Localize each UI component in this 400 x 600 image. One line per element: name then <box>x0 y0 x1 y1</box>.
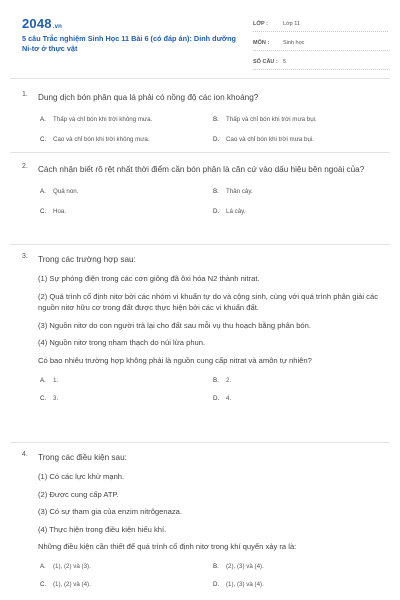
meta-value: Lớp 11 <box>283 20 300 27</box>
question-number: 4. <box>22 451 28 458</box>
option-letter: D. <box>213 581 220 588</box>
option-letter: D. <box>213 207 220 215</box>
option-letter: A. <box>40 563 46 570</box>
option-b[interactable] <box>213 183 386 199</box>
option-text: (2), (3) và (4). <box>226 563 264 570</box>
question-prompt: Những điều kiện cần thiết để quá trình cố định nitơ trong khí quyển xảy ra là: <box>38 542 297 551</box>
option-text: 1. <box>53 376 59 384</box>
option-text: Hoa. <box>53 207 67 215</box>
option-letter: B. <box>213 563 219 570</box>
site-logo[interactable] <box>22 16 62 31</box>
option-d[interactable] <box>213 131 386 147</box>
question-number: 1. <box>22 91 28 98</box>
answer-options <box>10 183 390 219</box>
statement: (4) Nguồn nitơ trong nham thạch do núi lửa phun. <box>38 338 206 347</box>
question-1 <box>10 79 390 153</box>
meta-value: Sinh học <box>283 39 305 46</box>
option-text: Thấp và chỉ bón khi trời không mưa. <box>53 115 153 123</box>
document-page <box>10 8 390 600</box>
option-letter: A. <box>40 115 46 123</box>
option-c[interactable] <box>40 390 213 406</box>
question-2 <box>10 153 390 245</box>
option-letter: A. <box>40 376 46 384</box>
statement: (3) Có sự tham gia của enzim nitrôgenaza. <box>38 507 182 516</box>
option-text: 4. <box>226 394 232 402</box>
meta-row-count <box>253 54 388 70</box>
option-d[interactable] <box>213 577 386 593</box>
question-3 <box>10 245 390 443</box>
meta-info <box>253 16 388 73</box>
option-text: 2. <box>226 376 232 384</box>
option-text: Quả non. <box>53 187 79 195</box>
statement: (3) Nguồn nitơ do con người trả lại cho đất sau mỗi vụ thu hoạch bằng phân bón. <box>38 320 311 330</box>
question-4 <box>10 443 390 600</box>
question-text: Trong các trường hợp sau: <box>38 255 136 264</box>
answer-options <box>10 372 390 406</box>
option-text: Thân cây. <box>226 187 253 195</box>
option-a[interactable] <box>40 559 213 575</box>
statement: (1) Sự phóng điện trong các cơn giông đã ôxi hóa N2 thành nitrat. <box>38 274 260 283</box>
meta-label: MÔN : <box>253 39 270 46</box>
option-d[interactable] <box>213 390 386 406</box>
question-prompt: Có bao nhiêu trường hợp không phải là nguồn cung cấp nitrat và amôn tự nhiên? <box>38 355 312 365</box>
question-text: Dung dịch bón phân qua lá phải có nồng độ các ion khoáng? <box>38 93 259 102</box>
option-text: 3. <box>53 394 59 402</box>
option-text: (1), (2) và (4). <box>53 581 91 588</box>
option-text: (1), (3) và (4). <box>226 581 264 588</box>
question-line <box>10 91 390 105</box>
question-text: Trong các điều kiện sau: <box>38 453 127 462</box>
option-letter: C. <box>40 394 47 402</box>
option-letter: D. <box>213 394 220 402</box>
question-line <box>10 451 390 465</box>
option-letter: D. <box>213 135 220 143</box>
meta-label: SỐ CÂU : <box>253 58 278 65</box>
document-header <box>10 8 390 79</box>
option-text: (1), (2) và (3). <box>53 563 91 570</box>
option-letter: B. <box>213 115 219 123</box>
meta-row-class <box>253 16 388 32</box>
option-letter: B. <box>213 187 219 195</box>
option-b[interactable] <box>213 111 386 127</box>
option-text: Cao và chỉ bón khi trời không mưa. <box>53 135 150 143</box>
statement: (4) Thực hiện trong điều kiện hiếu khí. <box>38 524 167 534</box>
meta-value: 5 <box>283 58 287 65</box>
meta-label: LỚP : <box>253 20 268 27</box>
logo-suffix: .vn <box>52 24 63 30</box>
option-c[interactable] <box>40 577 213 593</box>
page-title: 5 câu Trắc nghiệm Sinh Học 11 Bài 6 (có đáp án): Dinh dưỡng Ni-tơ ở thực vật <box>22 34 237 53</box>
option-c[interactable] <box>40 203 213 219</box>
option-letter: A. <box>40 187 46 195</box>
option-letter: C. <box>40 207 47 215</box>
logo-main: 2048 <box>22 16 52 31</box>
option-c[interactable] <box>40 131 213 147</box>
option-letter: C. <box>40 581 47 588</box>
answer-options <box>10 111 390 147</box>
question-line <box>10 253 390 267</box>
statement: (2) Quá trình cố định nitơ bởi các nhóm vi khuẩn tự do và cộng sinh, cùng với quá trình phân giải các nguồn nitơ hữu cơ trong đất được thực hiện bởi các vi khuẩn đất. <box>38 291 378 312</box>
option-text: Lá cây. <box>226 207 246 215</box>
question-number: 2. <box>22 163 28 170</box>
question-line <box>10 163 390 177</box>
question-text: Cách nhận biết rõ rệt nhất thời điểm cần bón phân là căn cứ vào dấu hiệu bên ngoài của? <box>38 165 365 174</box>
option-a[interactable] <box>40 372 213 388</box>
option-text: Cao và chỉ bón khi trời mưa bụi. <box>226 135 314 143</box>
option-b[interactable] <box>213 559 386 575</box>
option-a[interactable] <box>40 111 213 127</box>
option-a[interactable] <box>40 183 213 199</box>
option-letter: B. <box>213 376 219 384</box>
option-b[interactable] <box>213 372 386 388</box>
option-text: Thấp và chỉ bón khi trời mưa bụi. <box>226 115 317 123</box>
option-letter: C. <box>40 135 47 143</box>
answer-options <box>10 559 390 593</box>
option-d[interactable] <box>213 203 386 219</box>
meta-row-subject <box>253 35 388 51</box>
statement: (2) Được cung cấp ATP. <box>38 489 119 499</box>
question-number: 3. <box>22 253 28 260</box>
statement: (1) Có các lực khử mạnh. <box>38 472 125 481</box>
